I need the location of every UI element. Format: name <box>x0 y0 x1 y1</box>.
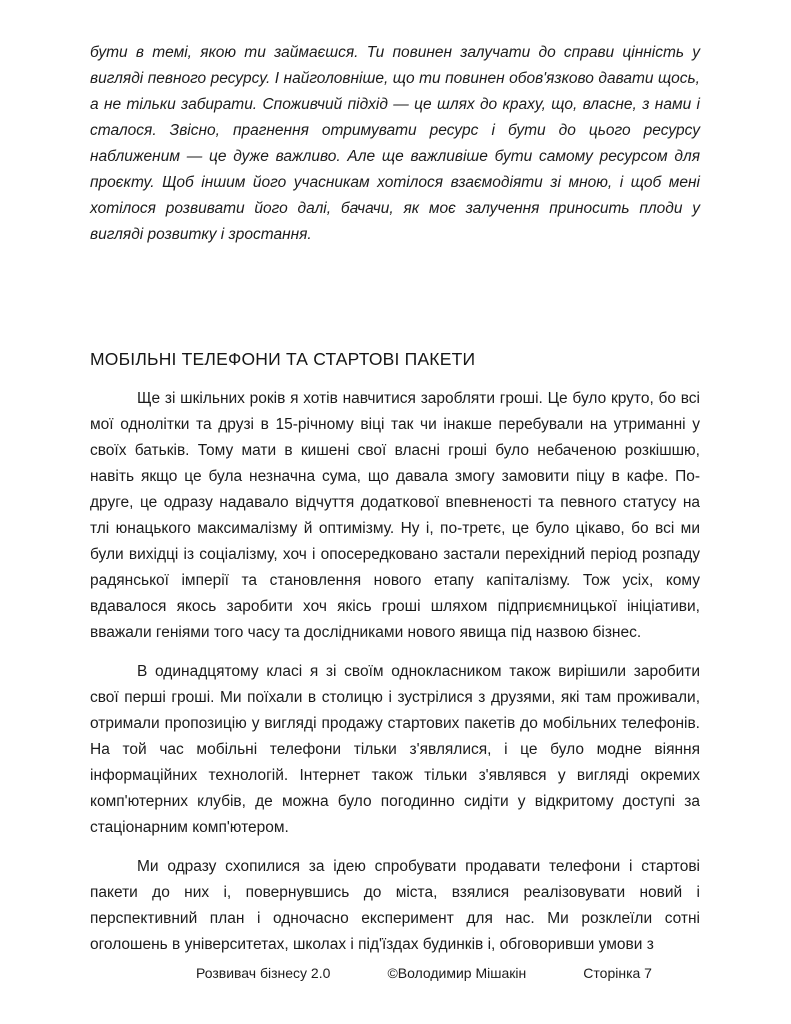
body-paragraph-3: Ми одразу схопилися за ідею спробувати продавати телефони і стартові пакети до них і, повернувшись до міста, взялися реалізовувати новий і перспективний план і одночасно експеримент для нас. Ми розклеїли сотні оголошень в університетах, школах і під'їздах будинків і, обговоривши умови з <box>90 858 700 953</box>
page-content <box>90 0 700 971</box>
continuation-paragraph: бути в темі, якою ти займаєшся. Ти повинен залучати до справи цінність у вигляді певного ресурсу. І найголовніше, що ти повинен обов'язково давати щось, а не тільки забирати. Споживчий підхід — це шлях до краху, що, власне, з нами і сталося. Звісно, прагнення отримувати ресурс і бути до цього ресурсу наближеним — це дуже важливо. Але ще важливіше бути самому ресурсом для проєкту. Щоб іншим його учасникам хотілося взаємодіяти зі мною, і щоб мені хотілося розвивати його далі, бачачи, як моє залучення приносить плоди у вигляді розвитку і зростання. <box>90 44 700 243</box>
footer-page-number: Сторінка 7 <box>583 965 652 981</box>
footer-author: ©Володимир Мішакін <box>387 965 527 981</box>
body-paragraph-2: В одинадцятому класі я зі своїм однокласником також вирішили заробити свої перші гроші. Ми поїхали в столицю і зустрілися з друзями, які там проживали, отримали пропозицію у вигляді продажу стартових пакетів до мобільних телефонів. На той час мобільні телефони тільки з'являлися, і це було модне віяння інформаційних технологій. Інтернет також тільки з'являвся у вигляді окремих комп'ютерних клубів, де можна було погодинно сидіти у відкритому доступі за стаціонарним комп'ютером. <box>90 663 700 836</box>
body-paragraph-1: Ще зі шкільних років я хотів навчитися заробляти гроші. Це було круто, бо всі мої однолітки та друзі в 15-річному віці так чи інакше перебували на утриманні у своїх батьків. Тому мати в кишені свої власні гроші було небаченою розкішшю, навіть якщо це була незначна сума, що давала змогу замовити піцу в кафе. По-друге, це одразу надавало відчуття додаткової впевненості та певного статусу на тлі юнацького максималізму й оптимізму. Ну і, по-третє, це було цікаво, бо всі ми були вихідці із соціалізму, хоч і опосередковано застали перехідний період розпаду радянської імперії та становлення нового етапу капіталізму. Тож усіх, кому вдавалося якось заробити хоч якісь гроші шляхом підприємницької ініціативи, вважали геніями того часу та дослідниками нового явища під назвою бізнес. <box>90 390 700 641</box>
footer-book-title: Розвивач бізнесу 2.0 <box>196 965 331 981</box>
page-footer <box>90 964 700 982</box>
section-heading: МОБІЛЬНІ ТЕЛЕФОНИ ТА СТАРТОВІ ПАКЕТИ <box>90 349 476 369</box>
